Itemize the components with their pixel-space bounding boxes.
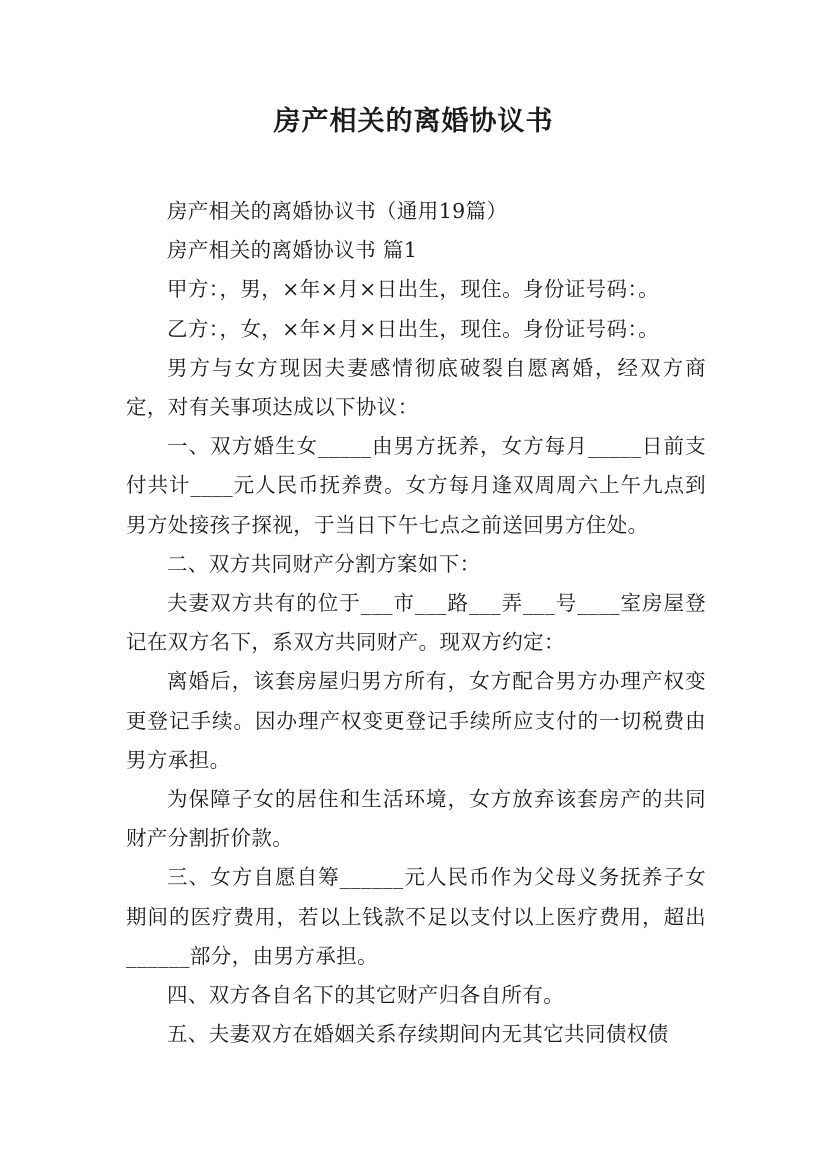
paragraph-clause-5: 五、夫妻双方在婚姻关系存续期间内无其它共同债权债	[167, 1022, 669, 1047]
paragraph-property-waiver: 为保障子女的居住和生活环境，女方放弃该套房产的共同财产分割折价款。	[126, 787, 706, 851]
paragraph-clause-3: 三、女方自愿自筹______元人民币作为父母义务抚养子女期间的医疗费用，若以上钱款不足以支付以上医疗费用，超出______部分，由男方承担。	[126, 865, 706, 968]
paragraph-property-ownership: 离婚后，该套房屋归男方所有，女方配合男方办理产权变更登记手续。因办理产权变更登记手续所应支付的一切税费由男方承担。	[126, 669, 706, 772]
paragraph-clause-4: 四、双方各自名下的其它财产归各自所有。	[167, 983, 565, 1008]
paragraph-clause-1: 一、双方婚生女_____由男方抚养，女方每月_____日前支付共计____元人民币抚养费。女方每月逢双周周六上午九点到男方处接孩子探视，于当日下午七点之前送回男方住处。	[126, 434, 706, 537]
document-title: 房产相关的离婚协议书	[273, 106, 554, 137]
paragraph-property-location: 夫妻双方共有的位于___市___路___弄___号____室房屋登记在双方名下，系双方共同财产。现双方约定：	[126, 591, 706, 655]
document-body	[126, 192, 706, 1054]
paragraph-clause-2: 二、双方共同财产分割方案如下：	[167, 551, 481, 576]
paragraph-party-b: 乙方：，女，×年×月×日出生，现住。身份证号码：。	[167, 316, 660, 341]
paragraph-section-heading: 房产相关的离婚协议书 篇1	[167, 238, 418, 263]
paragraph-preamble: 男方与女方现因夫妻感情彻底破裂自愿离婚，经双方商定，对有关事项达成以下协议：	[126, 355, 706, 420]
paragraph-subtitle: 房产相关的离婚协议书（通用19篇）	[167, 199, 508, 223]
paragraph-party-a: 甲方：，男，×年×月×日出生，现住。身份证号码：。	[167, 277, 660, 302]
